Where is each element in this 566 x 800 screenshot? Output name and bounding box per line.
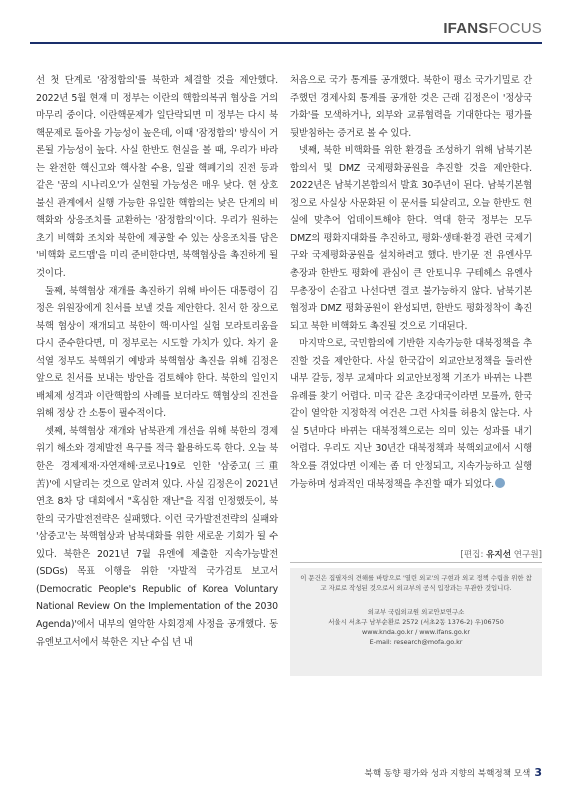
editor-name: 유지선 (486, 550, 511, 560)
editor-suffix: 연구원] (513, 550, 542, 560)
right-column (290, 72, 532, 493)
right-paragraph-3 (290, 335, 532, 493)
right-paragraph-1: 처음으로 국가 통계를 공개했다. 북한이 평소 국가기밀로 간주했던 경제사회 통계를 공개한 것은 근래 김정은이 '정상국가화'를 모색하거나, 외부와 교류협력을 기대한다는 평가를 뒷받침하는 증거로 볼 수 있다. (290, 75, 532, 139)
right-paragraph-2: 넷째, 북한 비핵화를 위한 환경을 조성하기 위해 남북기본합의서 및 DMZ 국제평화공원을 추진할 것을 제안한다. 2022년은 남북기본합의서 발효 30주년이 된다. 남북기본협정으로 사실상 사문화된 이 문서를 되살리고, 오늘 한반도 현실에 맞추어 업데이트해야 한다. 역대 한국 정부는 모두 DMZ의 평화지대화를 추진하고, 평화·생태·환경 관련 국제기구와 국제평화공원을 설치하려고 했다. 반기문 전 유엔사무총장과 한반도 평화에 관심이 큰 안토니우 구테헤스 유엔사무총장이 손잡고 나선다면 결코 불가능하지 않다. 남북기본협정과 DMZ 평화공원이 완성되면, 한반도 평화정착이 촉진되고 북한 비핵화도 촉진될 것으로 기대된다. (290, 145, 532, 332)
footer-title: 북핵 동향 평가와 성과 지향의 북핵정책 모색 (364, 769, 531, 779)
right-paragraph-3-text: 마지막으로, 국민합의에 기반한 지속가능한 대북정책을 추진할 것을 제안한다. 사실 한국갑이 외교안보정책을 둘러싼 내부 갈등, 정부 교체마다 외교안보정책 기조가 바뀌는 나쁜 유례를 찾기 어렵다. 미국 같은 초강대국이라면 모를까, 한국같이 열악한 지정학적 여건은 그런 사치를 허용치 않는다. 사실 5년마다 바뀌는 대북정책으로는 의미 있는 성과를 내기 어렵다. 우리도 지난 30년간 대북정책과 북핵외교에서 시행착오를 겪었다면 이제는 좀 더 안정되고, 지속가능하고 실행가능하며 성과적인 대북정책을 추진할 때가 되었다. (290, 338, 532, 490)
left-paragraph-2: 둘째, 북핵협상 재개를 촉진하기 위해 바이든 대통령이 김정은 위원장에게 친서를 보낼 것을 제안한다. 친서 한 장으로 북핵 협상이 재개되고 북한이 핵·미사일 실험 모라토리움을 다시 준수한다면, 미 정부로는 시도할 가치가 있다. 차기 윤석열 정부도 북핵위기 예방과 북핵협상 촉진을 위해 김정은 앞으로 친서를 보내는 방안을 검토해야 한다. 북한의 일인지배체제 성격과 이란핵합의 사례를 보더라도 핵협상의 진전을 위해 정상 간 소통이 필수적이다. (36, 285, 278, 420)
org-address: 서울시 서초구 남부순환로 2572 (서초2동 1376-2) 우)06750 (328, 618, 504, 626)
info-box (290, 568, 542, 676)
left-paragraph-3: 셋째, 북핵협상 재개와 남북관계 개선을 위해 북한의 경제위기 해소와 경제발전 욕구를 적극 활용하도록 한다. 오늘 북한은 경제제재·자연재해·코로나19로 인한 '삼중고(三重苦)'에 시달리는 것으로 알려져 있다. 사실 김정은이 2021년 연초 8차 당 대회에서 "혹심한 재난"을 직접 인정했듯이, 북한의 국가발전전략은 실패했다. 이런 국가발전전략의 실패와 '삼중고'는 북핵협상과 남북대화를 위한 새로운 기회가 될 수 있다. 북한은 2021년 7월 유엔에 제출한 지속가능발전(SDGs) 목표 이행을 위한 '자발적 국가검토 보고서(Democratic People's Republic of Korea Voluntary National Review On the Implementation of the 2030 Agenda)'에서 내부의 열악한 사회경제 사정을 공개했다. 동 유엔보고서에서 북한은 지난 수십 년 내 (36, 425, 278, 648)
editor-prefix: [편집: (460, 550, 484, 560)
left-column (36, 72, 278, 651)
editor-divider (290, 562, 542, 563)
page-number: 3 (534, 766, 542, 779)
page-footer (365, 766, 542, 779)
header-rule (30, 42, 542, 44)
org-websites[interactable]: www.knda.go.kr / www.ifans.go.kr (362, 628, 470, 636)
logo-thin-text: FOCUS (488, 20, 542, 37)
logo-bold-text: IFANS (443, 20, 489, 37)
globe-icon (495, 478, 505, 488)
disclaimer-text: 이 문건은 집필자의 견해를 바탕으로 '열린 외교'의 구현과 외교 정책 수립을 위한 참고 자료로 작성된 것으로서 외교부의 공식 입장과는 무관한 것입니다. (300, 574, 532, 592)
editor-credit (461, 548, 543, 560)
ifans-focus-logo (443, 20, 542, 37)
org-email[interactable]: E-mail: research@mofa.go.kr (369, 638, 463, 646)
org-name: 외교부 국립외교원 외교안보연구소 (367, 608, 465, 616)
left-paragraph-1: 선 첫 단계로 '잠정합의'를 북한과 체결할 것을 제안했다. 2022년 5월 현재 미 정부는 이란의 핵합의복귀 협상을 거의 마무리 중이다. 이란핵문제가 일단락되면 미 정부는 다시 북핵문제로 돌아올 가능성이 높은데, 이때 '잠정합의' 방식이 거론될 가능성이 높다. 사실 한반도 현실을 볼 때, 우리가 바라는 완전한 핵신고와 핵사찰 수용, 일괄 핵폐기의 진전 등과 같은 '꿈의 시나리오'가 실현될 가능성은 매우 낮다. 현 상호불신 관계에서 실행 가능한 유일한 핵합의는 낮은 단계의 비핵화와 상응조치를 교환하는 '잠정합의'이다. 우리가 원하는 초기 비핵화 조치와 북한에 제공할 수 있는 상응조치를 담은 '비핵화 로드맵'을 미리 준비한다면, 북핵협상을 촉진하게 될 것이다. (36, 75, 278, 280)
